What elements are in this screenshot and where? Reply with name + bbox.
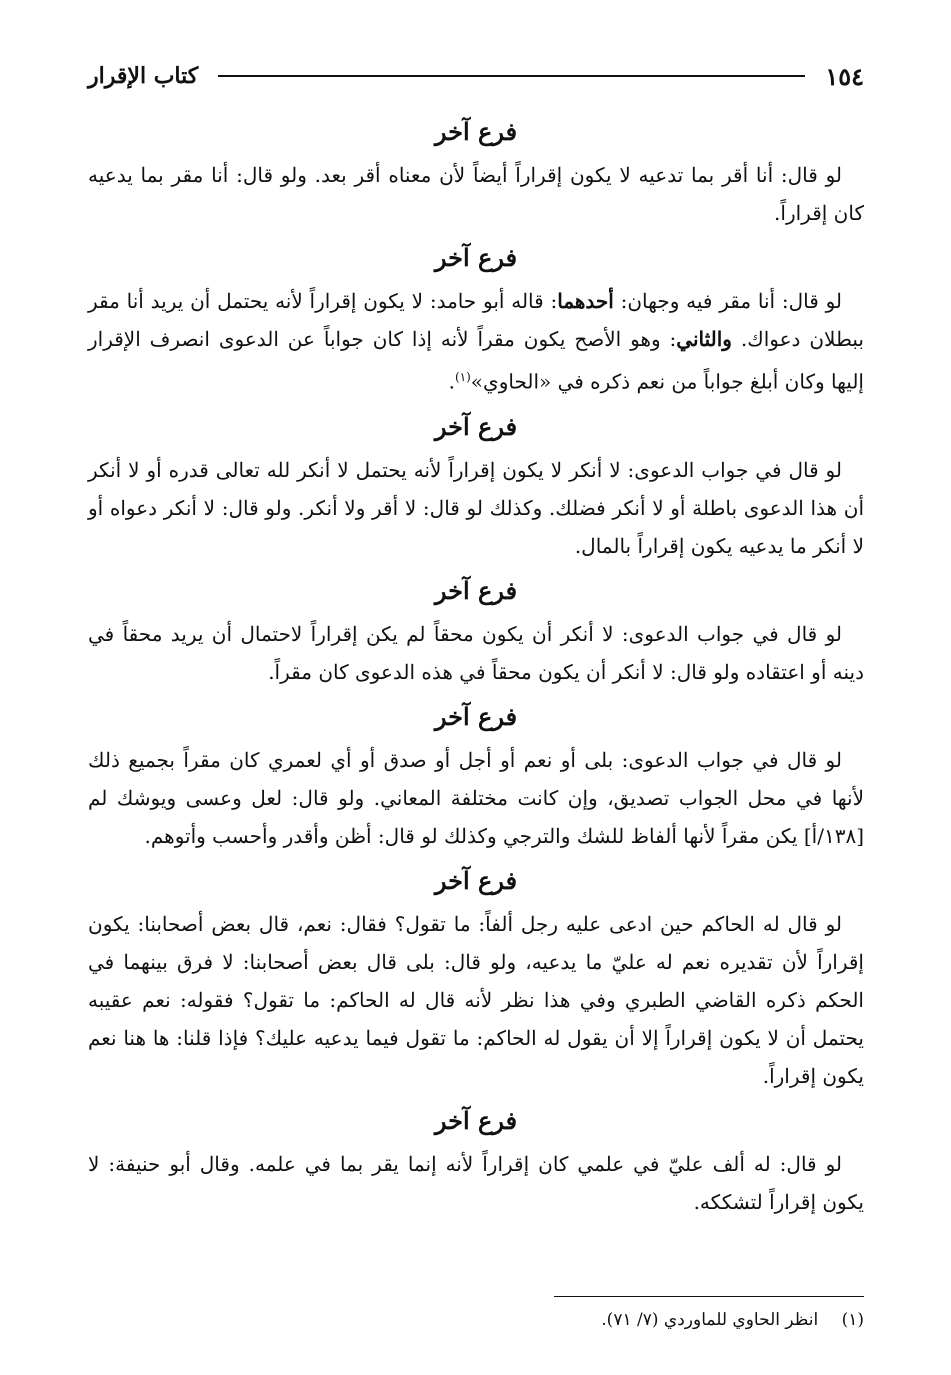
paragraph [88,282,864,401]
bold-term: أحدهما [557,289,614,313]
paragraph-text: . [448,369,455,394]
section [88,861,864,1095]
section-heading: فرع آخر [434,117,518,146]
section [88,571,864,691]
paragraph: لو قال في جواب الدعوى: لا أنكر لا يكون إقراراً لأنه يحتمل لا أنكر لله تعالى قدره أو لا أنكر أن هذا الدعوى باطلة أو لا أنكر فضلك. وكذلك لو قال: لا أقر ولا أنكر. ولو قال: لا أنكر دعواه أو لا أنكر ما يدعيه يكون إقراراً بالمال. [88,457,864,558]
paragraph: لو قال في جواب الدعوى: لا أنكر أن يكون محقاً لم يكن إقراراً لاحتمال أن يريد محقاً في دينه أو اعتقاده ولو قال: لا أنكر أن يكون محقاً في هذه الدعوى كان مقراً. [88,621,864,684]
paragraph-text: : وهو الأصح يكون مقراً لأنه إذا كان جواباً عن الدعوى انصرف الإقرار إليها وكان أبلغ جواباً من نعم ذكره في «الحاوي» [88,327,864,394]
paragraph-text: : قاله أبو حامد: لا يكون إقراراً لأنه يحتمل أن يريد أنا مقر ببطلان دعواك. [88,289,864,351]
section [88,238,864,401]
section [88,112,864,232]
section-heading: فرع آخر [434,411,518,441]
book-title: كتاب الإقرار [88,63,199,89]
paragraph: لو قال: أنا أقر بما تدعيه لا يكون إقراراً أيضاً لأن معناه أقر بعد. ولو قال: أنا مقر بما يدعيه كان إقراراً. [88,163,864,225]
footnote-number: (١) [841,1310,864,1330]
section-heading: فرع آخر [434,243,518,272]
page-body [88,108,864,1227]
section [88,697,864,855]
section-heading: فرع آخر [434,701,518,731]
section-heading: فرع آخر [434,865,518,895]
paragraph: لو قال: له ألف عليّ في علمي كان إقراراً لأنه إنما يقر بما في علمه. وقال أبو حنيفة: لا يكون إقراراً لتشككه. [88,1151,864,1214]
paragraph: لو قال له الحاكم حين ادعى عليه رجل ألفاً: ما تقول؟ فقال: نعم، قال بعض أصحابنا: يكون إقراراً لأن تقديره نعم له عليّ ما يدعيه، ولو قال: بلى قال بعض أصحابنا: لا فرق بينهما في الحكم ذكره القاضي الطبري وفي هذا نظر لأنه قال له الحاكم: ما تقول؟ فقوله: نعم عقيبه يحتمل أن لا يكون إقراراً إلا أن يقول له الحاكم: ما تقول فيما يدعيه عليك؟ فإذا قلنا: ها هنا نعم يكون إقراراً. [88,911,864,1088]
footnote-ref[interactable]: (١) [454,370,471,384]
section [88,1101,864,1221]
running-header [88,58,864,94]
section-heading: فرع آخر [434,1105,518,1135]
paragraph-text: لو قال: أنا مقر فيه وجهان: [613,289,842,313]
footnote [88,1306,864,1334]
footnote-divider [554,1296,864,1297]
section-heading: فرع آخر [434,575,518,605]
bold-term: والثاني [676,327,732,351]
page-number: ١٥٤ [825,61,864,91]
header-rule [218,75,805,77]
footnote-text: انظر الحاوي للماوردي (٧/ ٧١). [601,1310,819,1330]
paragraph: لو قال في جواب الدعوى: بلى أو نعم أو أجل أو صدق أو أي لعمري كان مقراً بجميع ذلك لأنها في محل الجواب تصديق، وإن كانت مختلفة المعاني. ولو قال: لعل وعسى ويوشك لم [١٣٨/أ] يكن مقراً لأنها ألفاظ للشك والترجي وكذلك لو قال: أظن وأقدر وأحسب وأتوهم. [88,747,864,848]
section [88,407,864,565]
